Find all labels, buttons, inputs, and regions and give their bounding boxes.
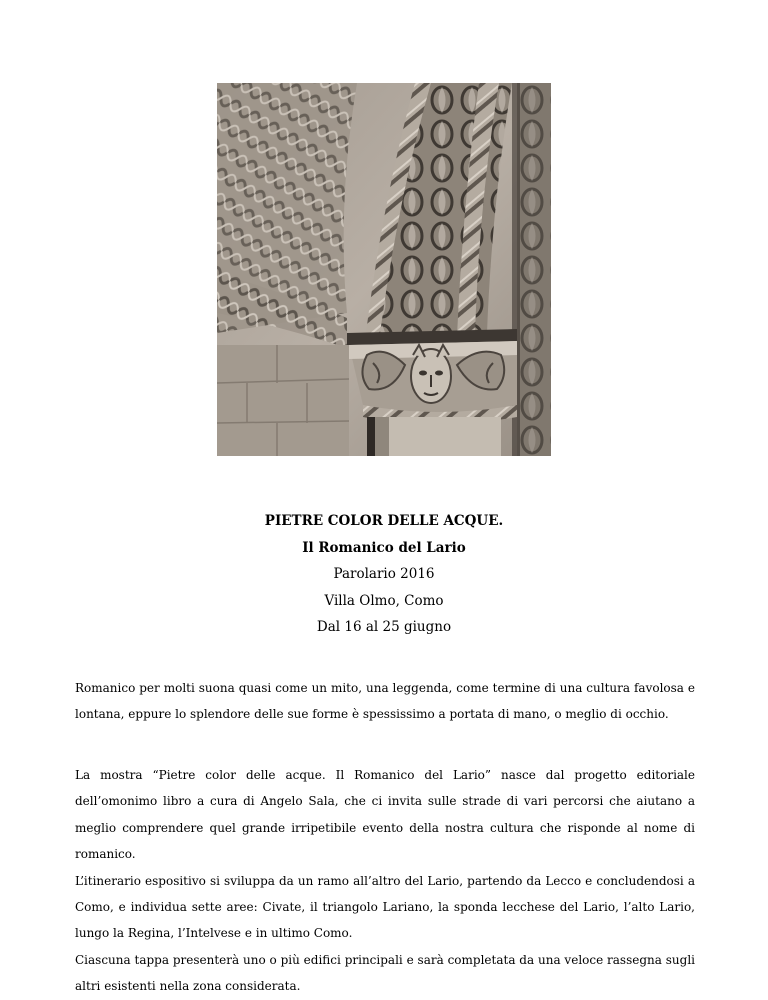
exhibition-title: PIETRE COLOR DELLE ACQUE.	[264, 513, 504, 529]
venue: Villa Olmo, Como	[324, 592, 444, 609]
stages-paragraph: Ciascuna tappa presenterà uno o più edifici principali e sarà completata da una veloce rassegna sugli altri esistenti nella zona considerata.	[75, 952, 695, 994]
itinerary-paragraph: L’itinerario espositivo si sviluppa da un ramo all’altro del Lario, partendo da Lecco e concludendosi a Como, e individua sette aree: Civate, il triangolo Lariano, la sponda lecchese del Lario, l’alto Lario, lungo la Regina, l’Intelvese e in ultimo Como.	[75, 873, 695, 941]
romanesque-carving-photo	[217, 83, 551, 456]
intro-paragraph: Romanico per molti suona quasi come un mito, una leggenda, come termine di una cultura favolosa e lontana, eppure lo splendore delle sue forme è spessissimo a portata di mano, o meglio di occhio.	[75, 681, 695, 722]
dates: Dal 16 al 25 giugno	[316, 619, 452, 635]
heading-block	[0, 508, 768, 641]
exhibition-subtitle: Il Romanico del Lario	[302, 539, 466, 556]
event-name: Parolario 2016	[333, 566, 435, 582]
description-block	[75, 762, 695, 1000]
exhibition-paragraph: La mostra “Pietre color delle acque. Il Romanico del Lario” nasce dal progetto editoriale dell’omonimo libro a cura di Angelo Sala, che ci invita sulle strade di vari percorsi che aiutano a meglio comprendere quel grande irripetibile evento della nostra cultura che risponde al nome di romanico.	[75, 768, 695, 862]
